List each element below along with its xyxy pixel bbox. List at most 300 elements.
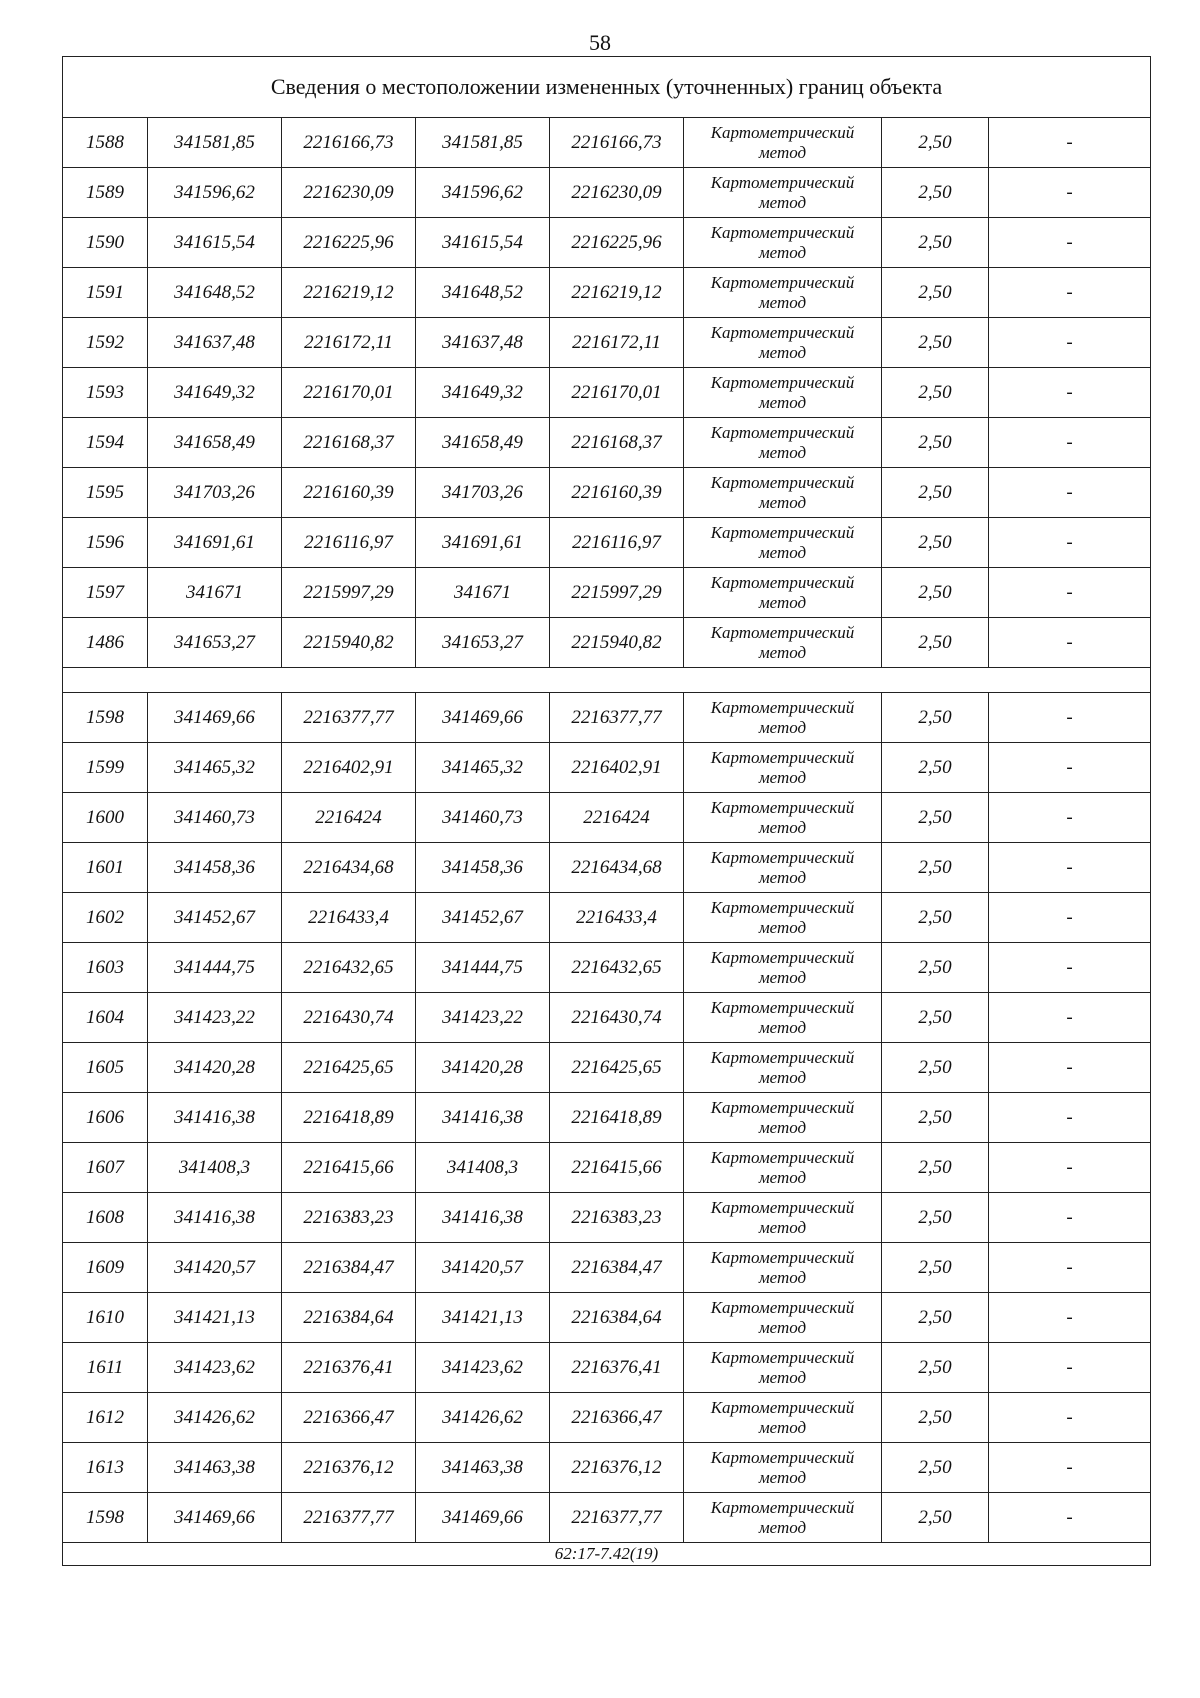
method-label-line2: метод [758,1017,807,1037]
x-new-cell: 341416,38 [416,1193,550,1243]
y-new-cell: 2216376,12 [550,1443,684,1493]
table-row [63,1443,1151,1493]
point-number-cell: 1594 [63,418,148,468]
x-existing-cell: 341416,38 [148,1193,282,1243]
method-cell [684,468,882,518]
method-label-line2: метод [758,1417,807,1437]
accuracy-cell: 2,50 [882,693,989,743]
method-cell [684,1293,882,1343]
y-existing-cell: 2216366,47 [282,1393,416,1443]
method-label-line2: метод [758,492,807,512]
x-new-cell: 341469,66 [416,693,550,743]
accuracy-cell: 2,50 [882,318,989,368]
y-new-cell: 2216425,65 [550,1043,684,1093]
method-cell [684,168,882,218]
table-row [63,618,1151,668]
contour-separator-cell [63,668,1151,693]
accuracy-cell: 2,50 [882,218,989,268]
point-number-cell: 1600 [63,793,148,843]
accuracy-cell: 2,50 [882,1393,989,1443]
table-row [63,693,1151,743]
method-label-line1: Картометрический [710,1347,855,1367]
y-new-cell: 2216430,74 [550,993,684,1043]
method-label-line2: метод [758,1217,807,1237]
table-body [63,57,1151,1566]
method-label-line2: метод [758,917,807,937]
method-label-line1: Картометрический [710,747,855,767]
note-cell: - [989,368,1151,418]
y-new-cell: 2216383,23 [550,1193,684,1243]
method-cell [684,1093,882,1143]
x-new-cell: 341469,66 [416,1493,550,1543]
point-number-cell: 1589 [63,168,148,218]
method-cell [684,1343,882,1393]
method-label-line1: Картометрический [710,1297,855,1317]
method-cell [684,418,882,468]
note-cell: - [989,218,1151,268]
accuracy-cell: 2,50 [882,1243,989,1293]
table-row [63,268,1151,318]
note-cell: - [989,1243,1151,1293]
point-number-cell: 1592 [63,318,148,368]
x-new-cell: 341423,22 [416,993,550,1043]
method-cell [684,218,882,268]
x-existing-cell: 341416,38 [148,1093,282,1143]
table-title: Сведения о местоположении измененных (уточненных) границ объекта [63,57,1151,118]
y-existing-cell: 2216168,37 [282,418,416,468]
accuracy-cell: 2,50 [882,1493,989,1543]
point-number-cell: 1588 [63,118,148,168]
table-row [63,843,1151,893]
note-cell: - [989,1193,1151,1243]
y-existing-cell: 2216424 [282,793,416,843]
table-row [63,518,1151,568]
method-cell [684,1243,882,1293]
x-existing-cell: 341615,54 [148,218,282,268]
x-new-cell: 341653,27 [416,618,550,668]
y-new-cell: 2216415,66 [550,1143,684,1193]
accuracy-cell: 2,50 [882,793,989,843]
y-existing-cell: 2216376,12 [282,1443,416,1493]
x-existing-cell: 341581,85 [148,118,282,168]
point-number-cell: 1613 [63,1443,148,1493]
x-new-cell: 341460,73 [416,793,550,843]
note-cell: - [989,418,1151,468]
method-cell [684,843,882,893]
point-number-cell: 1598 [63,1493,148,1543]
accuracy-cell: 2,50 [882,943,989,993]
x-existing-cell: 341421,13 [148,1293,282,1343]
x-existing-cell: 341469,66 [148,1493,282,1543]
x-existing-cell: 341691,61 [148,518,282,568]
method-label-line2: метод [758,1517,807,1537]
x-new-cell: 341465,32 [416,743,550,793]
y-existing-cell: 2216418,89 [282,1093,416,1143]
y-existing-cell: 2216383,23 [282,1193,416,1243]
method-label-line1: Картометрический [710,322,855,342]
accuracy-cell: 2,50 [882,893,989,943]
note-cell: - [989,318,1151,368]
point-number-cell: 1606 [63,1093,148,1143]
accuracy-cell: 2,50 [882,1143,989,1193]
note-cell: - [989,1043,1151,1093]
table-title-row [63,57,1151,118]
accuracy-cell: 2,50 [882,743,989,793]
y-new-cell: 2215940,82 [550,618,684,668]
contour-separator-row [63,668,1151,693]
x-new-cell: 341691,61 [416,518,550,568]
method-label-line2: метод [758,1367,807,1387]
y-new-cell: 2216168,37 [550,418,684,468]
x-existing-cell: 341423,22 [148,993,282,1043]
y-new-cell: 2216160,39 [550,468,684,518]
point-number-cell: 1596 [63,518,148,568]
method-cell [684,1143,882,1193]
note-cell: - [989,1293,1151,1343]
method-label-line2: метод [758,242,807,262]
table-row [63,118,1151,168]
y-new-cell: 2216219,12 [550,268,684,318]
point-number-cell: 1590 [63,218,148,268]
accuracy-cell: 2,50 [882,168,989,218]
method-cell [684,1393,882,1443]
y-existing-cell: 2216402,91 [282,743,416,793]
method-label-line1: Картометрический [710,272,855,292]
method-cell [684,118,882,168]
note-cell: - [989,793,1151,843]
y-existing-cell: 2216172,11 [282,318,416,368]
table-row [63,168,1151,218]
x-new-cell: 341463,38 [416,1443,550,1493]
method-label-line1: Картометрический [710,622,855,642]
note-cell: - [989,943,1151,993]
note-cell: - [989,118,1151,168]
point-number-cell: 1593 [63,368,148,418]
x-new-cell: 341423,62 [416,1343,550,1393]
y-existing-cell: 2216219,12 [282,268,416,318]
x-existing-cell: 341648,52 [148,268,282,318]
method-label-line2: метод [758,142,807,162]
method-label-line1: Картометрический [710,1147,855,1167]
accuracy-cell: 2,50 [882,118,989,168]
method-label-line1: Картометрический [710,797,855,817]
method-label-line2: метод [758,342,807,362]
x-new-cell: 341421,13 [416,1293,550,1343]
method-label-line2: метод [758,1167,807,1187]
method-label-line2: метод [758,642,807,662]
note-cell: - [989,168,1151,218]
y-existing-cell: 2216433,4 [282,893,416,943]
table-row [63,468,1151,518]
table-row [63,993,1151,1043]
method-cell [684,1193,882,1243]
note-cell: - [989,468,1151,518]
y-existing-cell: 2216376,41 [282,1343,416,1393]
table-row [63,943,1151,993]
method-label-line2: метод [758,817,807,837]
accuracy-cell: 2,50 [882,1293,989,1343]
method-cell [684,1493,882,1543]
method-label-line2: метод [758,1467,807,1487]
point-number-cell: 1609 [63,1243,148,1293]
x-existing-cell: 341465,32 [148,743,282,793]
accuracy-cell: 2,50 [882,268,989,318]
point-number-cell: 1595 [63,468,148,518]
y-new-cell: 2216172,11 [550,318,684,368]
method-cell [684,1043,882,1093]
x-new-cell: 341637,48 [416,318,550,368]
x-existing-cell: 341444,75 [148,943,282,993]
x-existing-cell: 341649,32 [148,368,282,418]
table-row [63,568,1151,618]
x-new-cell: 341671 [416,568,550,618]
method-label-line1: Картометрический [710,1397,855,1417]
point-number-cell: 1608 [63,1193,148,1243]
x-existing-cell: 341653,27 [148,618,282,668]
method-label-line2: метод [758,1117,807,1137]
x-new-cell: 341596,62 [416,168,550,218]
table-row [63,1243,1151,1293]
method-cell [684,518,882,568]
note-cell: - [989,1443,1151,1493]
x-existing-cell: 341596,62 [148,168,282,218]
accuracy-cell: 2,50 [882,568,989,618]
y-new-cell: 2216230,09 [550,168,684,218]
y-new-cell: 2216433,4 [550,893,684,943]
note-cell: - [989,618,1151,668]
point-number-cell: 1612 [63,1393,148,1443]
accuracy-cell: 2,50 [882,618,989,668]
accuracy-cell: 2,50 [882,1443,989,1493]
x-existing-cell: 341452,67 [148,893,282,943]
note-cell: - [989,1143,1151,1193]
y-existing-cell: 2215997,29 [282,568,416,618]
y-new-cell: 2216366,47 [550,1393,684,1443]
method-label-line1: Картометрический [710,1097,855,1117]
table-row [63,1193,1151,1243]
y-existing-cell: 2216384,64 [282,1293,416,1343]
table-row [63,743,1151,793]
method-label-line1: Картометрический [710,847,855,867]
method-cell [684,793,882,843]
table-footer-row [63,1543,1151,1566]
point-number-cell: 1486 [63,618,148,668]
x-existing-cell: 341658,49 [148,418,282,468]
table-row [63,793,1151,843]
note-cell: - [989,518,1151,568]
point-number-cell: 1598 [63,693,148,743]
x-new-cell: 341658,49 [416,418,550,468]
accuracy-cell: 2,50 [882,1193,989,1243]
method-cell [684,943,882,993]
method-label-line2: метод [758,967,807,987]
method-label-line1: Картометрический [710,897,855,917]
x-existing-cell: 341463,38 [148,1443,282,1493]
method-label-line2: метод [758,767,807,787]
method-cell [684,893,882,943]
y-new-cell: 2216170,01 [550,368,684,418]
x-existing-cell: 341420,28 [148,1043,282,1093]
y-new-cell: 2216377,77 [550,1493,684,1543]
y-existing-cell: 2216166,73 [282,118,416,168]
point-number-cell: 1607 [63,1143,148,1193]
x-new-cell: 341408,3 [416,1143,550,1193]
y-existing-cell: 2215940,82 [282,618,416,668]
x-existing-cell: 341458,36 [148,843,282,893]
method-label-line2: метод [758,392,807,412]
page-number: 58 [589,30,611,55]
method-label-line1: Картометрический [710,222,855,242]
method-label-line2: метод [758,867,807,887]
y-new-cell: 2215997,29 [550,568,684,618]
accuracy-cell: 2,50 [882,418,989,468]
boundary-coordinates-table [62,56,1151,1566]
note-cell: - [989,843,1151,893]
method-label-line1: Картометрический [710,1247,855,1267]
table-row [63,1043,1151,1093]
method-cell [684,993,882,1043]
method-cell [684,268,882,318]
x-new-cell: 341581,85 [416,118,550,168]
y-existing-cell: 2216377,77 [282,693,416,743]
point-number-cell: 1591 [63,268,148,318]
method-cell [684,318,882,368]
method-label-line2: метод [758,717,807,737]
x-new-cell: 341648,52 [416,268,550,318]
note-cell: - [989,1093,1151,1143]
y-new-cell: 2216166,73 [550,118,684,168]
x-existing-cell: 341703,26 [148,468,282,518]
y-existing-cell: 2216425,65 [282,1043,416,1093]
note-cell: - [989,893,1151,943]
accuracy-cell: 2,50 [882,1043,989,1093]
accuracy-cell: 2,50 [882,843,989,893]
table-row [63,1293,1151,1343]
y-existing-cell: 2216230,09 [282,168,416,218]
note-cell: - [989,693,1151,743]
x-new-cell: 341426,62 [416,1393,550,1443]
x-existing-cell: 341426,62 [148,1393,282,1443]
x-new-cell: 341452,67 [416,893,550,943]
method-label-line2: метод [758,592,807,612]
point-number-cell: 1605 [63,1043,148,1093]
y-new-cell: 2216384,64 [550,1293,684,1343]
point-number-cell: 1603 [63,943,148,993]
x-new-cell: 341420,28 [416,1043,550,1093]
y-new-cell: 2216225,96 [550,218,684,268]
x-existing-cell: 341420,57 [148,1243,282,1293]
y-new-cell: 2216434,68 [550,843,684,893]
method-label-line1: Картометрический [710,947,855,967]
point-number-cell: 1604 [63,993,148,1043]
accuracy-cell: 2,50 [882,468,989,518]
point-number-cell: 1610 [63,1293,148,1343]
y-new-cell: 2216432,65 [550,943,684,993]
accuracy-cell: 2,50 [882,993,989,1043]
x-new-cell: 341649,32 [416,368,550,418]
y-new-cell: 2216377,77 [550,693,684,743]
x-existing-cell: 341460,73 [148,793,282,843]
y-existing-cell: 2216384,47 [282,1243,416,1293]
method-label-line1: Картометрический [710,1497,855,1517]
y-existing-cell: 2216430,74 [282,993,416,1043]
method-label-line1: Картометрический [710,172,855,192]
note-cell: - [989,268,1151,318]
point-number-cell: 1597 [63,568,148,618]
y-new-cell: 2216116,97 [550,518,684,568]
note-cell: - [989,993,1151,1043]
point-number-cell: 1611 [63,1343,148,1393]
table-row [63,1393,1151,1443]
note-cell: - [989,1343,1151,1393]
method-label-line2: метод [758,1267,807,1287]
method-cell [684,368,882,418]
y-existing-cell: 2216160,39 [282,468,416,518]
table-row [63,418,1151,468]
y-existing-cell: 2216415,66 [282,1143,416,1193]
table-row [63,893,1151,943]
method-cell [684,568,882,618]
method-label-line1: Картометрический [710,422,855,442]
y-existing-cell: 2216434,68 [282,843,416,893]
accuracy-cell: 2,50 [882,1343,989,1393]
x-new-cell: 341420,57 [416,1243,550,1293]
table-row [63,368,1151,418]
y-new-cell: 2216376,41 [550,1343,684,1393]
y-existing-cell: 2216116,97 [282,518,416,568]
method-label-line2: метод [758,542,807,562]
note-cell: - [989,568,1151,618]
table-row [63,318,1151,368]
table-row [63,218,1151,268]
y-new-cell: 2216384,47 [550,1243,684,1293]
note-cell: - [989,743,1151,793]
method-label-line1: Картометрический [710,122,855,142]
method-label-line1: Картометрический [710,1047,855,1067]
method-label-line2: метод [758,1067,807,1087]
point-number-cell: 1601 [63,843,148,893]
method-cell [684,693,882,743]
x-existing-cell: 341469,66 [148,693,282,743]
x-new-cell: 341703,26 [416,468,550,518]
table-row [63,1343,1151,1393]
x-existing-cell: 341423,62 [148,1343,282,1393]
y-new-cell: 2216424 [550,793,684,843]
table-row [63,1093,1151,1143]
table-row [63,1143,1151,1193]
x-existing-cell: 341671 [148,568,282,618]
method-label-line1: Картометрический [710,997,855,1017]
method-label-line1: Картометрический [710,1447,855,1467]
accuracy-cell: 2,50 [882,368,989,418]
method-label-line1: Картометрический [710,472,855,492]
x-new-cell: 341444,75 [416,943,550,993]
method-label-line1: Картометрический [710,1197,855,1217]
point-number-cell: 1599 [63,743,148,793]
note-cell: - [989,1393,1151,1443]
y-existing-cell: 2216170,01 [282,368,416,418]
method-label-line2: метод [758,192,807,212]
x-existing-cell: 341408,3 [148,1143,282,1193]
accuracy-cell: 2,50 [882,518,989,568]
method-label-line2: метод [758,1317,807,1337]
x-new-cell: 341416,38 [416,1093,550,1143]
method-cell [684,618,882,668]
table-row [63,1493,1151,1543]
x-new-cell: 341458,36 [416,843,550,893]
note-cell: - [989,1493,1151,1543]
y-existing-cell: 2216432,65 [282,943,416,993]
